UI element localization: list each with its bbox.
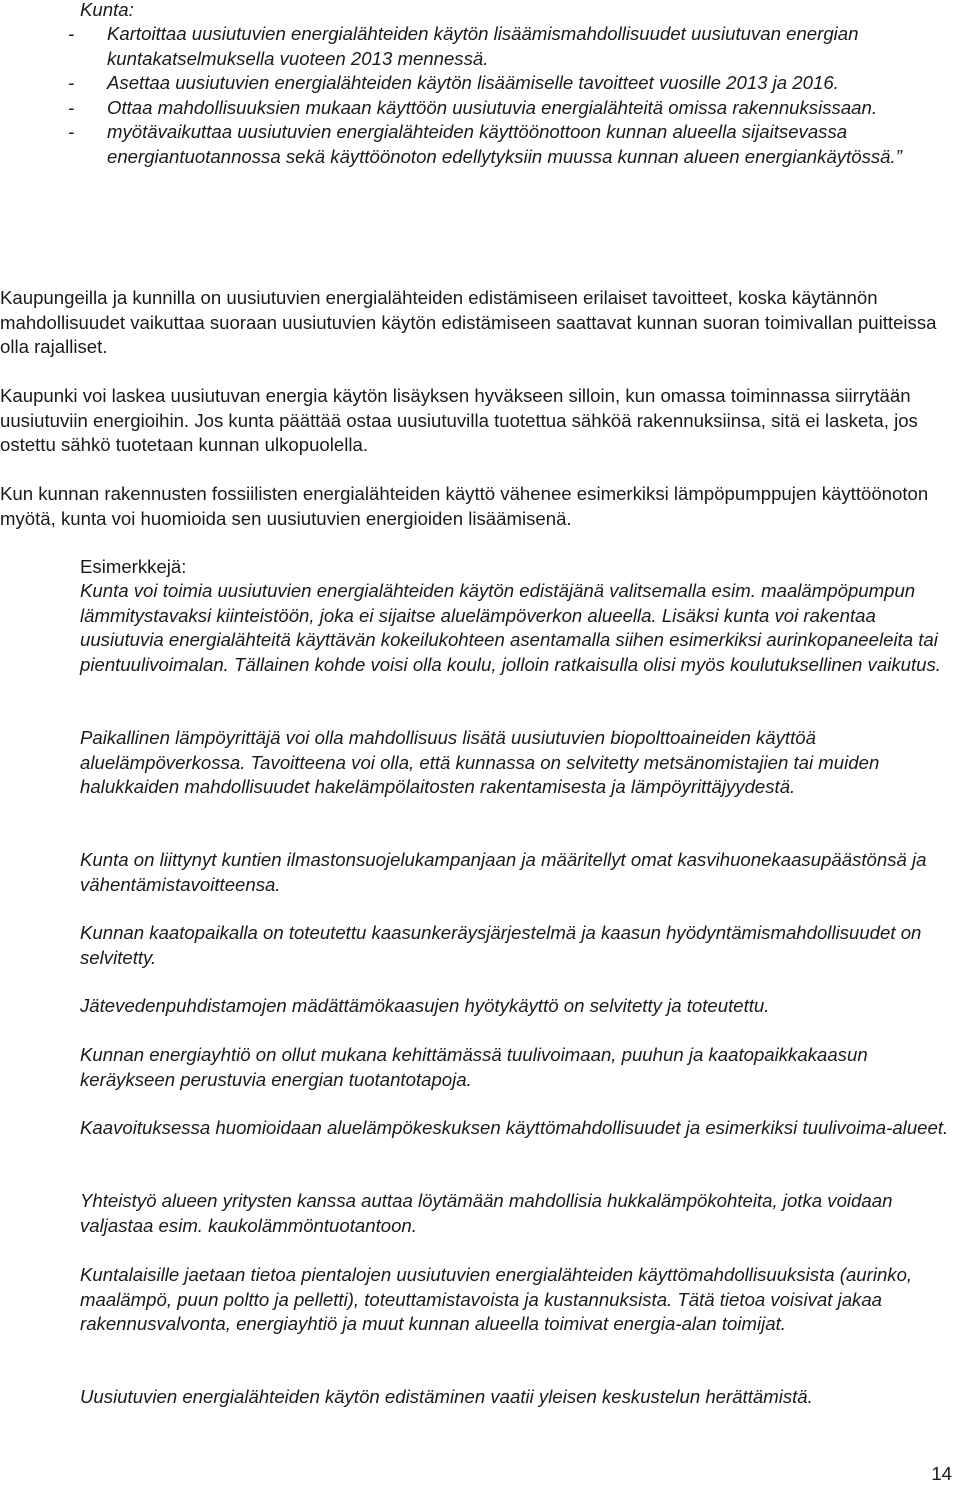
bullet-text: myötävaikuttaa uusiutuvien energialähteiden käyttöönottoon kunnan alueella sijaitsevassa energiantuotannossa sekä käyttöönoton edellytyksiin muussa kunnan alueen energiankäytössä.” [107,121,902,167]
example-item: Kuntalaisille jaetaan tietoa pientalojen uusiutuvien energialähteiden käyttömahdollisuuksista (aurinko, maalämpö, puun poltto ja pelletti), toteuttamistavoista ja kustannuksista. Tätä tietoa voisivat jakaa rakennusvalvonta, energiayhtiö ja muut kunnan alueella toimivat energia-alan toimijat. [80,1264,913,1334]
example-item: Jätevedenpuhdistamojen mädättämökaasujen hyötykäyttö on selvitetty ja toteutettu. [80,995,770,1016]
example-item: Uusiutuvien energialähteiden käytön edistäminen vaatii yleisen keskustelun herättämistä. [80,1386,813,1407]
paragraph: Kaupungeilla ja kunnilla on uusiutuvien energialähteiden edistämiseen erilaiset tavoitteet, koska käytännön mahdollisuudet vaikuttaa suoraan uusiutuvien käytön edistämiseen saattavat kunnan suoran toimivallan puitteissa olla rajalliset. [0,287,937,357]
example-item: Kunnan energiayhtiö on ollut mukana kehittämässä tuulivoimaan, puuhun ja kaatopaikkakaasun keräykseen perustuvia energian tuotantotapoja. [80,1044,868,1090]
examples-heading: Esimerkkejä: [80,556,187,577]
example-item: Yhteistyö alueen yritysten kanssa auttaa löytämään mahdollisia hukkalämpökohteita, jotka voidaan valjastaa esim. kaukolämmöntuotantoon. [80,1190,893,1236]
bullet-dash: - [68,23,75,44]
paragraph: Kun kunnan rakennusten fossiilisten energialähteiden käyttö vähenee esimerkiksi lämpöpumppujen käyttöönoton myötä, kunta voi huomioida sen uusiutuvien energioiden lisäämisenä. [0,483,929,529]
example-item: Paikallinen lämpöyrittäjä voi olla mahdollisuus lisätä uusiutuvien biopolttoaineiden käyttöä aluelämpöverkossa. Tavoitteena voi olla, että kunnassa on selvitetty metsänomistajien tai muiden halukkaiden mahdollisuudet hakelämpölaitosten rakentamisesta ja lämpöyrittäjyydestä. [80,727,880,797]
example-item: Kunta voi toimia uusiutuvien energialähteiden käytön edistäjänä valitsemalla esim. maalämpöpumpun lämmitystavaksi kiinteistöön, joka ei sijaitse aluelämpöverkon alueella. Lisäksi kunta voi rakentaa uusiutuvia energialähteitä käyttävän kokeilukohteen asentamalla siihen esimerkiksi aurinkopaneeleita tai pientuulivoimalan. Tällainen kohde voisi olla koulu, jolloin ratkaisulla olisi myös koulutuksellinen vaikutus. [80,580,941,675]
kunta-bullet-list [68,22,950,169]
bullet-dash: - [68,96,75,118]
bullet-text: Kartoittaa uusiutuvien energialähteiden käytön lisäämismahdollisuudet uusiutuvan energian kuntakatselmuksella vuoteen 2013 mennessä. [107,23,859,69]
bullet-dash: - [68,72,75,93]
page-number: 14 [931,1463,952,1484]
bullet-item [68,71,950,96]
bullet-dash: - [68,121,75,142]
bullet-item [68,120,950,169]
example-item: Kunta on liittynyt kuntien ilmastonsuojelukampanjaan ja määritellyt omat kasvihuonekaasupäästönsä ja vähentämistavoitteensa. [80,849,927,895]
bullet-item [68,22,950,71]
bullet-text: Asettaa uusiutuvien energialähteiden käytön lisäämiselle tavoitteet vuosille 2013 ja 2016. [107,72,839,93]
kunta-heading: Kunta: [80,0,134,20]
bullet-text: Ottaa mahdollisuuksien mukaan käyttöön uusiutuvia energialähteitä omissa rakennuksissaan. [107,96,878,118]
paragraph: Kaupunki voi laskea uusiutuvan energia käytön lisäyksen hyväkseen silloin, kun omassa toiminnassa siirrytään uusiutuviin energioihin. Jos kunta päättää ostaa uusiutuvilla tuotettua sähköä rakennuksiinsa, sitä ei lasketa, jos ostettu sähkö tuotetaan kunnan ulkopuolella. [0,385,918,455]
bullet-item [68,96,950,121]
example-item: Kaavoituksessa huomioidaan aluelämpökeskuksen käyttömahdollisuudet ja esimerkiksi tuulivoima-alueet. [80,1117,949,1138]
example-item: Kunnan kaatopaikalla on toteutettu kaasunkeräysjärjestelmä ja kaasun hyödyntämismahdollisuudet on selvitetty. [80,922,922,968]
